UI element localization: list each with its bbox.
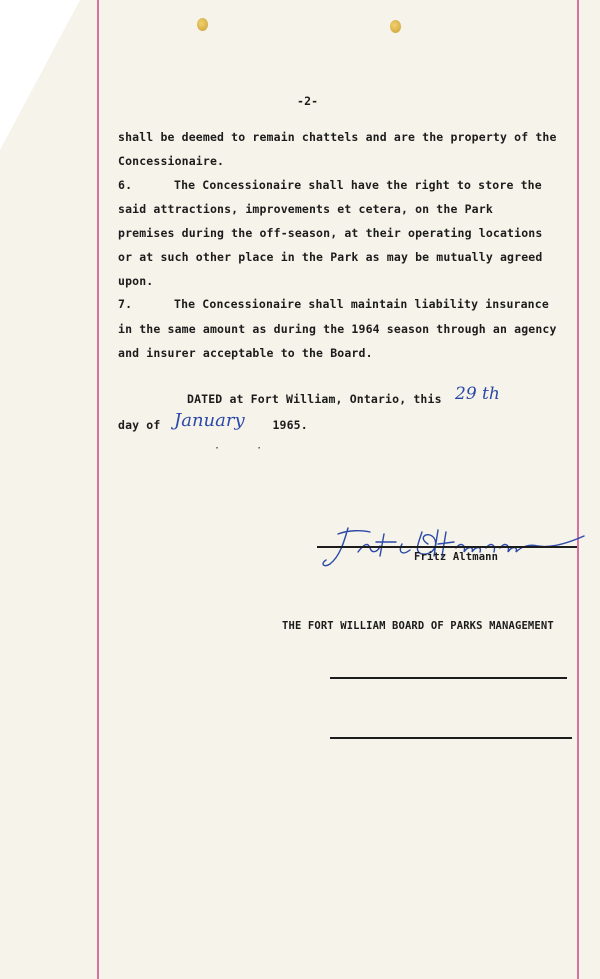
day-of-label: day of <box>118 418 161 432</box>
body-line: premises during the off-season, at their operating locations <box>118 226 543 240</box>
handwritten-month: January <box>174 410 245 431</box>
clause-7 <box>118 297 549 311</box>
page-number: -2- <box>297 94 319 108</box>
body-line: said attractions, improvements et cetera, on the Park <box>118 202 493 216</box>
signature-line-board-2 <box>330 737 572 739</box>
ink-dots: · · <box>214 443 263 454</box>
handwritten-day: 29 th <box>455 384 500 404</box>
body-line: upon. <box>118 274 154 288</box>
body-line: The Concessionaire shall have the right to store the <box>174 178 542 192</box>
year-text: 1965. <box>272 418 308 432</box>
clause-number: 6. <box>118 178 133 192</box>
dated-line: DATED at Fort William, Ontario, this <box>187 392 442 406</box>
clause-number: 7. <box>118 297 133 311</box>
body-line: Concessionaire. <box>118 154 225 168</box>
body-line: and insurer acceptable to the Board. <box>118 346 373 360</box>
left-margin-line <box>97 0 99 979</box>
body-line: The Concessionaire shall maintain liability insurance <box>174 297 549 311</box>
folded-corner <box>0 0 80 150</box>
body-line: shall be deemed to remain chattels and are the property of the <box>118 130 557 144</box>
body-line: or at such other place in the Park as may be mutually agreed <box>118 250 543 264</box>
signer-name: Fritz Altmann <box>414 551 499 563</box>
signature-line-concessionaire <box>317 546 577 548</box>
right-margin-line <box>577 0 579 979</box>
body-line: in the same amount as during the 1964 season through an agency <box>118 322 557 336</box>
signature-line-board-1 <box>330 677 567 679</box>
punch-hole-left <box>197 18 208 31</box>
board-name: THE FORT WILLIAM BOARD OF PARKS MANAGEMENT <box>282 620 554 632</box>
clause-6 <box>118 178 542 192</box>
punch-hole-right <box>390 20 401 33</box>
